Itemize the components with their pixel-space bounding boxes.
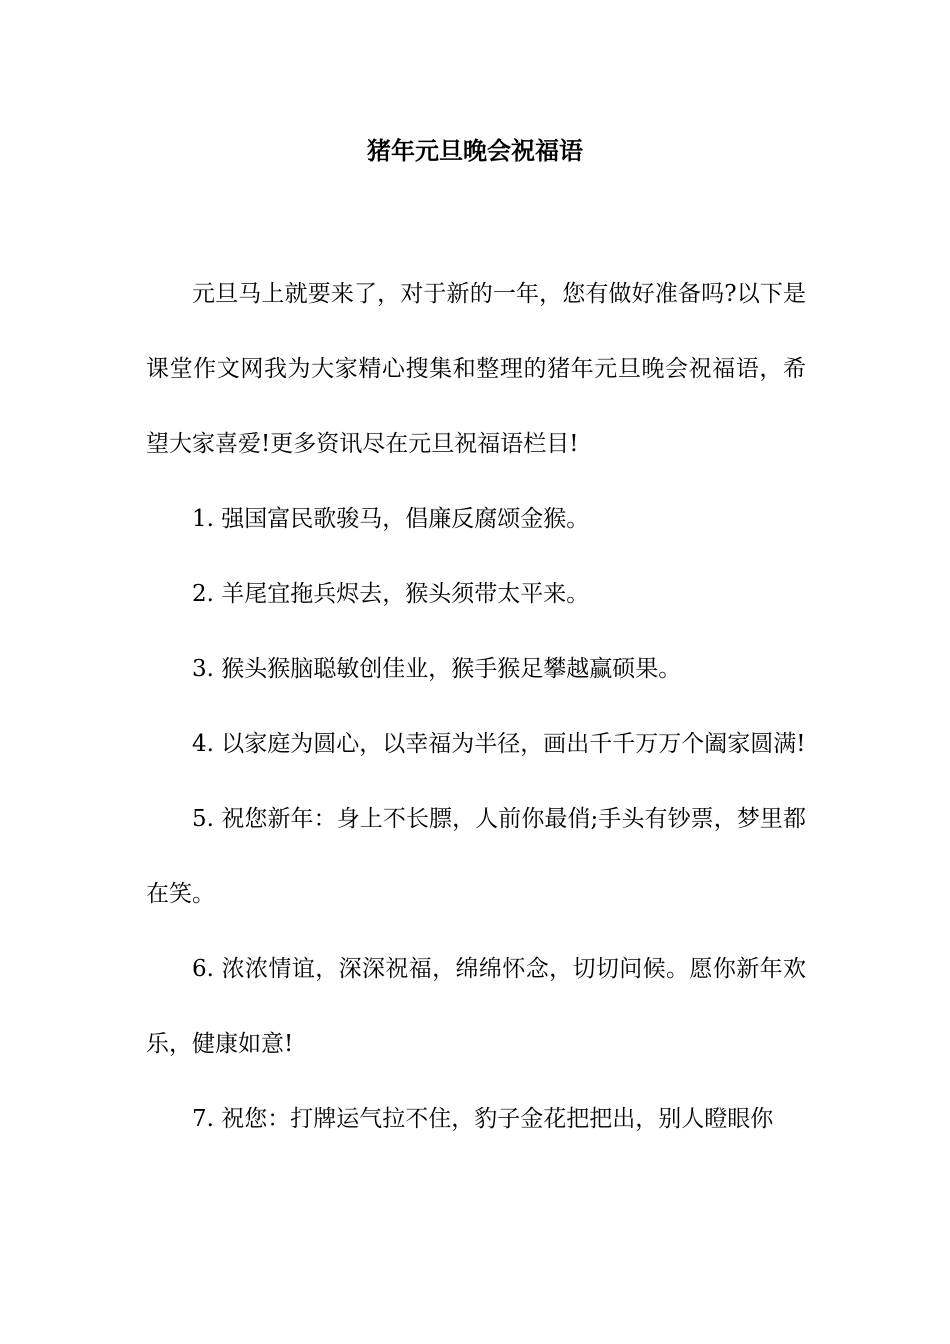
document-body [146, 257, 806, 1157]
list-item: 3. 猴头猴脑聪敏创佳业，猴手猴足攀越赢硕果。 [192, 656, 682, 682]
list-item: 7. 祝您：打牌运气拉不住，豹子金花把把出，别人瞪眼你 [192, 1106, 774, 1132]
document-title: 猪年元旦晚会祝福语 [367, 137, 583, 165]
list-item: 6. 浓浓情谊，深深祝福，绵绵怀念，切切问候。愿你新年欢乐，健康如意! [146, 956, 806, 1057]
intro-paragraph: 元旦马上就要来了，对于新的一年，您有做好准备吗?以下是课堂作文网我为大家精心搜集和整理的猪年元旦晚会祝福语，希望大家喜爱!更多资讯尽在元旦祝福语栏目! [146, 281, 806, 457]
list-item: 4. 以家庭为圆心，以幸福为半径，画出千千万万个阖家圆满! [192, 731, 806, 757]
list-item: 5. 祝您新年：身上不长膘，人前你最俏;手头有钞票，梦里都在笑。 [146, 806, 806, 907]
list-item: 2. 羊尾宜拖兵烬去，猴头须带太平来。 [192, 581, 590, 607]
list-item: 1. 强国富民歌骏马，倡廉反腐颂金猴。 [192, 506, 590, 532]
